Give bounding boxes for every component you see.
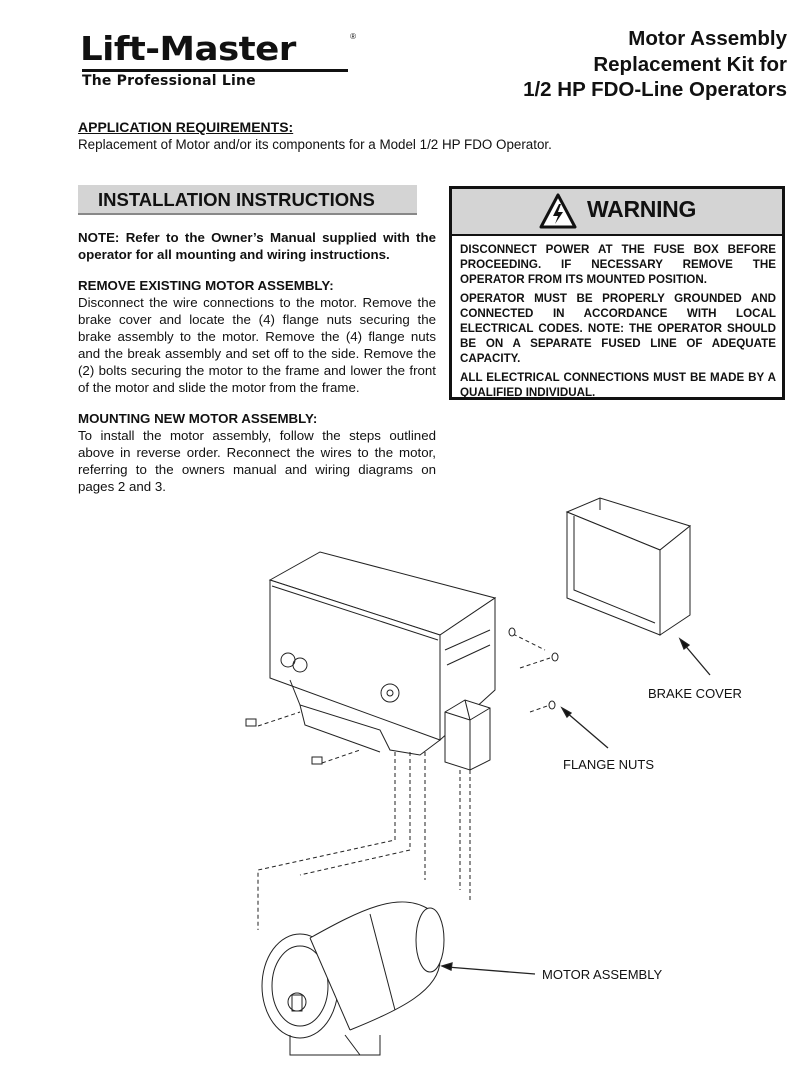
logo-registered-mark: ® xyxy=(350,32,356,41)
motor-assembly-part xyxy=(262,902,444,1055)
logo-brand-text: Lift-Master xyxy=(80,29,296,68)
title-line-2: Replacement Kit for xyxy=(593,52,787,76)
application-heading: APPLICATION REQUIREMENTS: xyxy=(78,119,294,135)
brake-cover-label: BRAKE COVER xyxy=(648,686,742,701)
brake-cover-part xyxy=(567,498,690,635)
title-line-1: Motor Assembly xyxy=(628,27,787,50)
operator-housing-part xyxy=(270,552,495,770)
exploded-view-drawing xyxy=(0,490,808,1061)
remove-text: Disconnect the wire connections to the motor. Remove the brake cover and locate the (4) flange nuts securing the brake assembly to the motor. Remove the (4) flange nuts and the break assembly and set off to the side. Remove the (2) bolts securing the motor to the frame and lower the front of the motor and slide the motor from the frame. xyxy=(78,295,436,395)
remove-heading: REMOVE EXISTING MOTOR ASSEMBLY: xyxy=(78,278,334,293)
warning-header xyxy=(452,189,782,236)
warning-title: WARNING xyxy=(587,196,697,222)
electrical-hazard-icon xyxy=(539,193,577,229)
installation-header xyxy=(78,185,417,215)
logo-rule xyxy=(82,69,348,72)
warning-paragraph-2: OPERATOR MUST BE PROPERLY GROUNDED AND CONNECTED IN ACCORDANCE WITH LOCAL ELECTRICAL CODES. NOTE: THE OPERATOR SHOULD BE ON A SEPARATE FUSED LINE OF ADEQUATE CAPACITY. xyxy=(460,291,776,366)
exploded-view-figure xyxy=(0,490,808,1061)
flange-nuts-label: FLANGE NUTS xyxy=(563,757,655,772)
brand-logo xyxy=(80,29,356,89)
instructions-column xyxy=(78,229,436,495)
installation-heading: INSTALLATION INSTRUCTIONS xyxy=(98,189,375,210)
warning-paragraph-3: ALL ELECTRICAL CONNECTIONS MUST BE MADE BY A QUALIFIED INDIVIDUAL. xyxy=(460,370,776,399)
document-title xyxy=(357,26,787,103)
owners-manual-note: NOTE: Refer to the Owner’s Manual supplied with the operator for all mounting and wiring instructions. xyxy=(78,230,436,262)
warning-body xyxy=(460,242,776,403)
mount-text: To install the motor assembly, follow the steps outlined above in reverse order. Reconnect the wires to the motor, referring to the owners manual and wiring diagrams on pages 2 and 3. xyxy=(78,428,436,494)
application-text: Replacement of Motor and/or its components for a Model 1/2 HP FDO Operator. xyxy=(78,137,552,152)
motor-assembly-label: MOTOR ASSEMBLY xyxy=(542,967,663,982)
mount-heading: MOUNTING NEW MOTOR ASSEMBLY: xyxy=(78,411,318,426)
title-line-3: 1/2 HP FDO-Line Operators xyxy=(523,78,787,101)
warning-box xyxy=(449,186,785,400)
warning-paragraph-1: DISCONNECT POWER AT THE FUSE BOX BEFORE PROCEEDING. IF NECESSARY REMOVE THE OPERATOR FROM ITS MOUNTED POSITION. xyxy=(460,243,776,287)
logo-tagline: The Professional Line xyxy=(82,73,256,89)
